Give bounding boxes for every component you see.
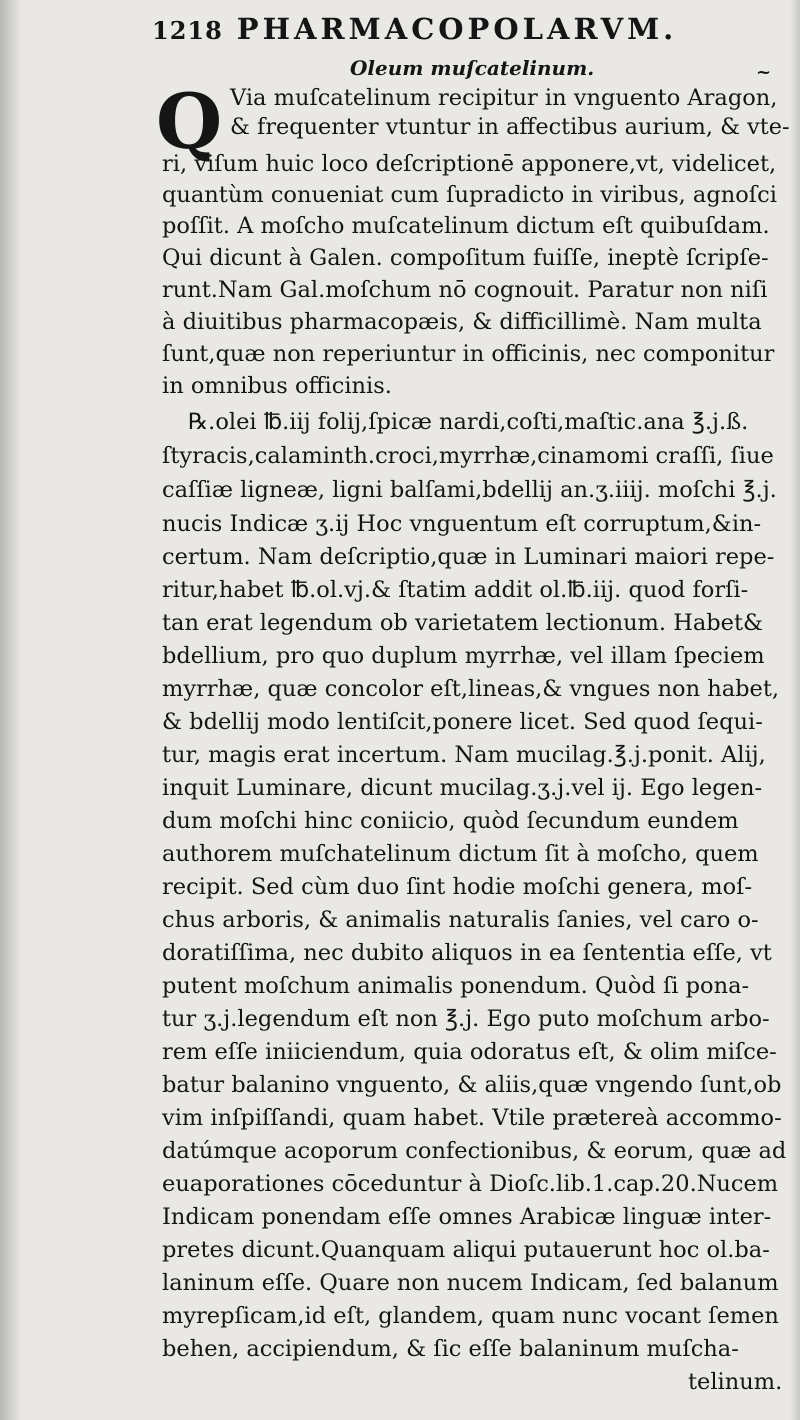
text-line: myrepſicam,id eſt, glandem, quam nunc vocant ſemen (162, 1303, 779, 1329)
text-line: nucis Indicæ ʒ.ij Hoc vnguentum eſt corruptum,&in- (162, 511, 762, 537)
text-line: behen, accipiendum, & ſic eſſe balaninum muſcha- (162, 1336, 739, 1362)
running-title: PHARMACOPOLARVM. (236, 12, 678, 46)
text-line: tur, magis erat incertum. Nam mucilag.℥.j.ponit. Alij, (162, 742, 766, 768)
text-line: ſunt,quæ non reperiuntur in officinis, nec componitur (162, 341, 775, 367)
text-line: rem eſſe iniiciendum, quia odoratus eſt, & olim miſce- (162, 1039, 777, 1065)
text-line: putent moſchum animalis ponendum. Quòd ſi pona- (162, 973, 750, 999)
gutter-shadow (0, 0, 22, 1420)
text-line: inquit Luminare, dicunt mucilag.ʒ.j.vel ij. Ego legen- (162, 775, 763, 801)
text-line: telinum. (688, 1369, 783, 1395)
text-line: & bdellij modo lentiſcit,ponere licet. Sed quod ſequi- (162, 709, 763, 735)
text-line: ℞.olei ℔.iij folij,ſpicæ nardi,coſti,maſtic.ana ℥.j.ß. (188, 409, 749, 435)
text-line: caſſiæ ligneæ, ligni balſami,bdellij an.ʒ.iiij. moſchi ℥.j. (162, 477, 777, 503)
margin-mark: ~ (756, 62, 772, 83)
text-line: dum moſchi hinc coniicio, quòd ſecundum eundem (162, 808, 739, 834)
page-edge (790, 0, 800, 1420)
text-line: bdellium, pro quo duplum myrrhæ, vel illam ſpeciem (162, 643, 765, 669)
text-line: doratiſſima, nec dubito aliquos in ea ſententia eſſe, vt (162, 940, 772, 966)
text-line: à diuitibus pharmacopæis, & difficillimè. Nam multa (162, 309, 762, 335)
page-number: 1218 (152, 16, 223, 45)
section-heading: Oleum muſcatelinum. (350, 56, 595, 80)
text-line: batur balanino vnguento, & aliis,quæ vngendo ſunt,ob (162, 1072, 782, 1098)
text-line: euaporationes cōceduntur à Dioſc.lib.1.cap.20.Nucem (162, 1171, 779, 1197)
text-line: recipit. Sed cùm duo ſint hodie moſchi genera, moſ- (162, 874, 753, 900)
text-line: authorem muſchatelinum dictum ſit à moſcho, quem (162, 841, 759, 867)
text-line: datúmque acoporum confectionibus, & eorum, quæ ad (162, 1138, 787, 1164)
text-line: Via muſcatelinum recipitur in vnguento Aragon, (230, 85, 778, 111)
text-line: tur ʒ.j.legendum eſt non ℥.j. Ego puto moſchum arbo- (162, 1006, 770, 1032)
text-line: myrrhæ, quæ concolor eſt,lineas,& vngues non habet, (162, 676, 780, 702)
text-line: vim inſpiſſandi, quam habet. Vtile prætereà accommo- (162, 1105, 782, 1131)
text-line: Qui dicunt à Galen. compoſitum fuiſſe, ineptè ſcripſe- (162, 245, 769, 271)
text-line: tan erat legendum ob varietatem lectionum. Habet& (162, 610, 764, 636)
text-line: ritur,habet ℔.ol.vj.& ſtatim addit ol.℔.iij. quod forſi- (162, 577, 749, 603)
drop-cap: Q (156, 77, 223, 166)
text-line: certum. Nam deſcriptio,quæ in Luminari maiori repe- (162, 544, 775, 570)
text-line: quantùm conueniat cum ſupradicto in viribus, agnoſci (162, 182, 777, 208)
text-line: ſtyracis,calaminth.croci,myrrhæ,cinamomi craſſi, ſiue (162, 443, 774, 469)
text-line: & frequenter vtuntur in affectibus aurium, & vte- (230, 114, 790, 140)
text-line: in omnibus officinis. (162, 373, 392, 399)
text-line: runt.Nam Gal.moſchum nō cognouit. Paratur non niſi (162, 277, 768, 303)
text-line: poſſit. A moſcho muſcatelinum dictum eſt quibuſdam. (162, 213, 770, 239)
text-line: chus arboris, & animalis naturalis ſanies, vel caro o- (162, 907, 759, 933)
text-line: pretes dicunt.Quanquam aliqui putauerunt hoc ol.ba- (162, 1237, 770, 1263)
text-line: ri, viſum huic loco deſcriptionē apponere,vt, videlicet, (162, 151, 777, 177)
running-head (152, 12, 712, 52)
text-line: laninum eſſe. Quare non nucem Indicam, ſed balanum (162, 1270, 779, 1296)
text-line: Indicam ponendam eſſe omnes Arabicæ linguæ inter- (162, 1204, 772, 1230)
